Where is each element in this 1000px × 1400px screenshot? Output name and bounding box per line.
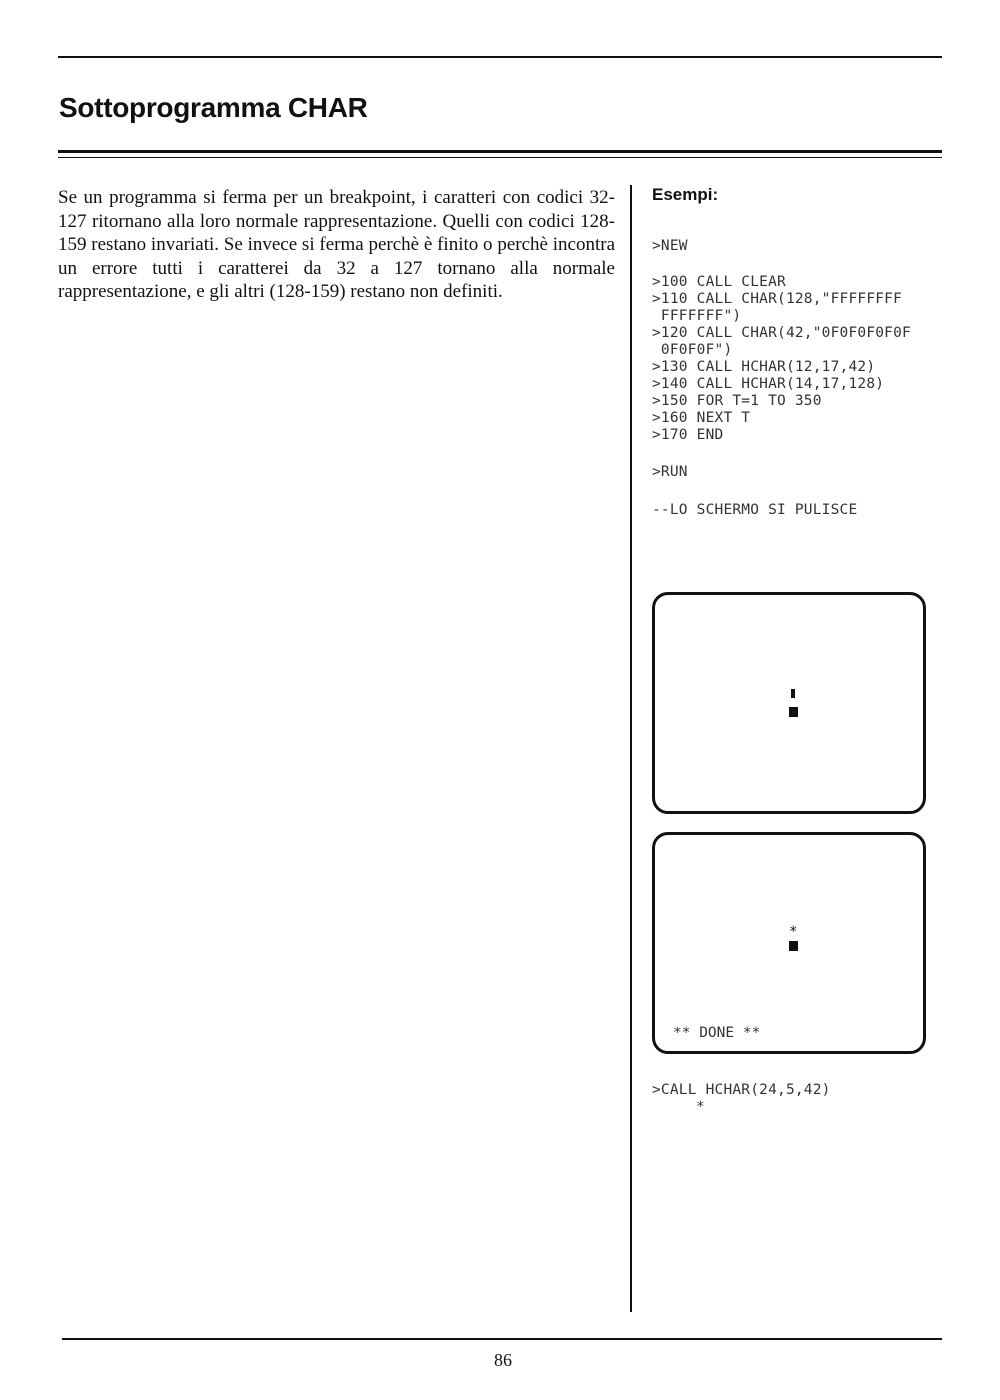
screen-display-2 <box>652 832 926 1054</box>
run-command: >RUN <box>652 464 688 480</box>
program-line: >120 CALL CHAR(42,"0F0F0F0F0F <box>652 325 911 341</box>
program-line: >100 CALL CLEAR <box>652 274 786 290</box>
body-paragraph: Se un programma si ferma per un breakpoint, i caratteri con codici 32-127 ritornano alla loro normale rappresentazione. Quelli con codici 128-159 restano invariati. Se invece si ferma perchè è finito o perchè incontra un errore tutti i caratterei da 32 a 127 tornano alla normale rappresentazione, e gli altri (128-159) restano non definiti. <box>58 187 615 302</box>
char-42-pattern <box>791 689 795 698</box>
program-line: >170 END <box>652 427 724 443</box>
new-command: >NEW <box>652 238 688 254</box>
column-divider <box>630 185 632 1312</box>
top-rule <box>58 56 942 58</box>
screen-display-1 <box>652 592 926 814</box>
done-message: ** DONE ** <box>673 1025 761 1041</box>
screen-clears-note: --LO SCHERMO SI PULISCE <box>652 502 858 518</box>
program-line: >140 CALL HCHAR(14,17,128) <box>652 376 885 392</box>
char-128-block <box>789 707 798 717</box>
final-output: * <box>696 1099 705 1115</box>
bottom-rule <box>62 1338 942 1340</box>
examples-heading: Esempi: <box>652 185 719 204</box>
char-128-block <box>789 941 798 951</box>
program-line: 0F0F0F") <box>652 342 733 358</box>
program-line: >160 NEXT T <box>652 410 751 426</box>
program-line: FFFFFFF") <box>652 308 742 324</box>
page-title: Sottoprogramma CHAR <box>59 92 368 123</box>
program-line: >150 FOR T=1 TO 350 <box>652 393 822 409</box>
title-underline-thin <box>58 157 942 158</box>
title-underline-thick <box>58 150 942 153</box>
program-line: >110 CALL CHAR(128,"FFFFFFFF <box>652 291 903 307</box>
screen-star: * <box>789 924 798 940</box>
final-command: >CALL HCHAR(24,5,42) <box>652 1082 831 1098</box>
program-line: >130 CALL HCHAR(12,17,42) <box>652 359 876 375</box>
page-number: 86 <box>494 1350 512 1370</box>
